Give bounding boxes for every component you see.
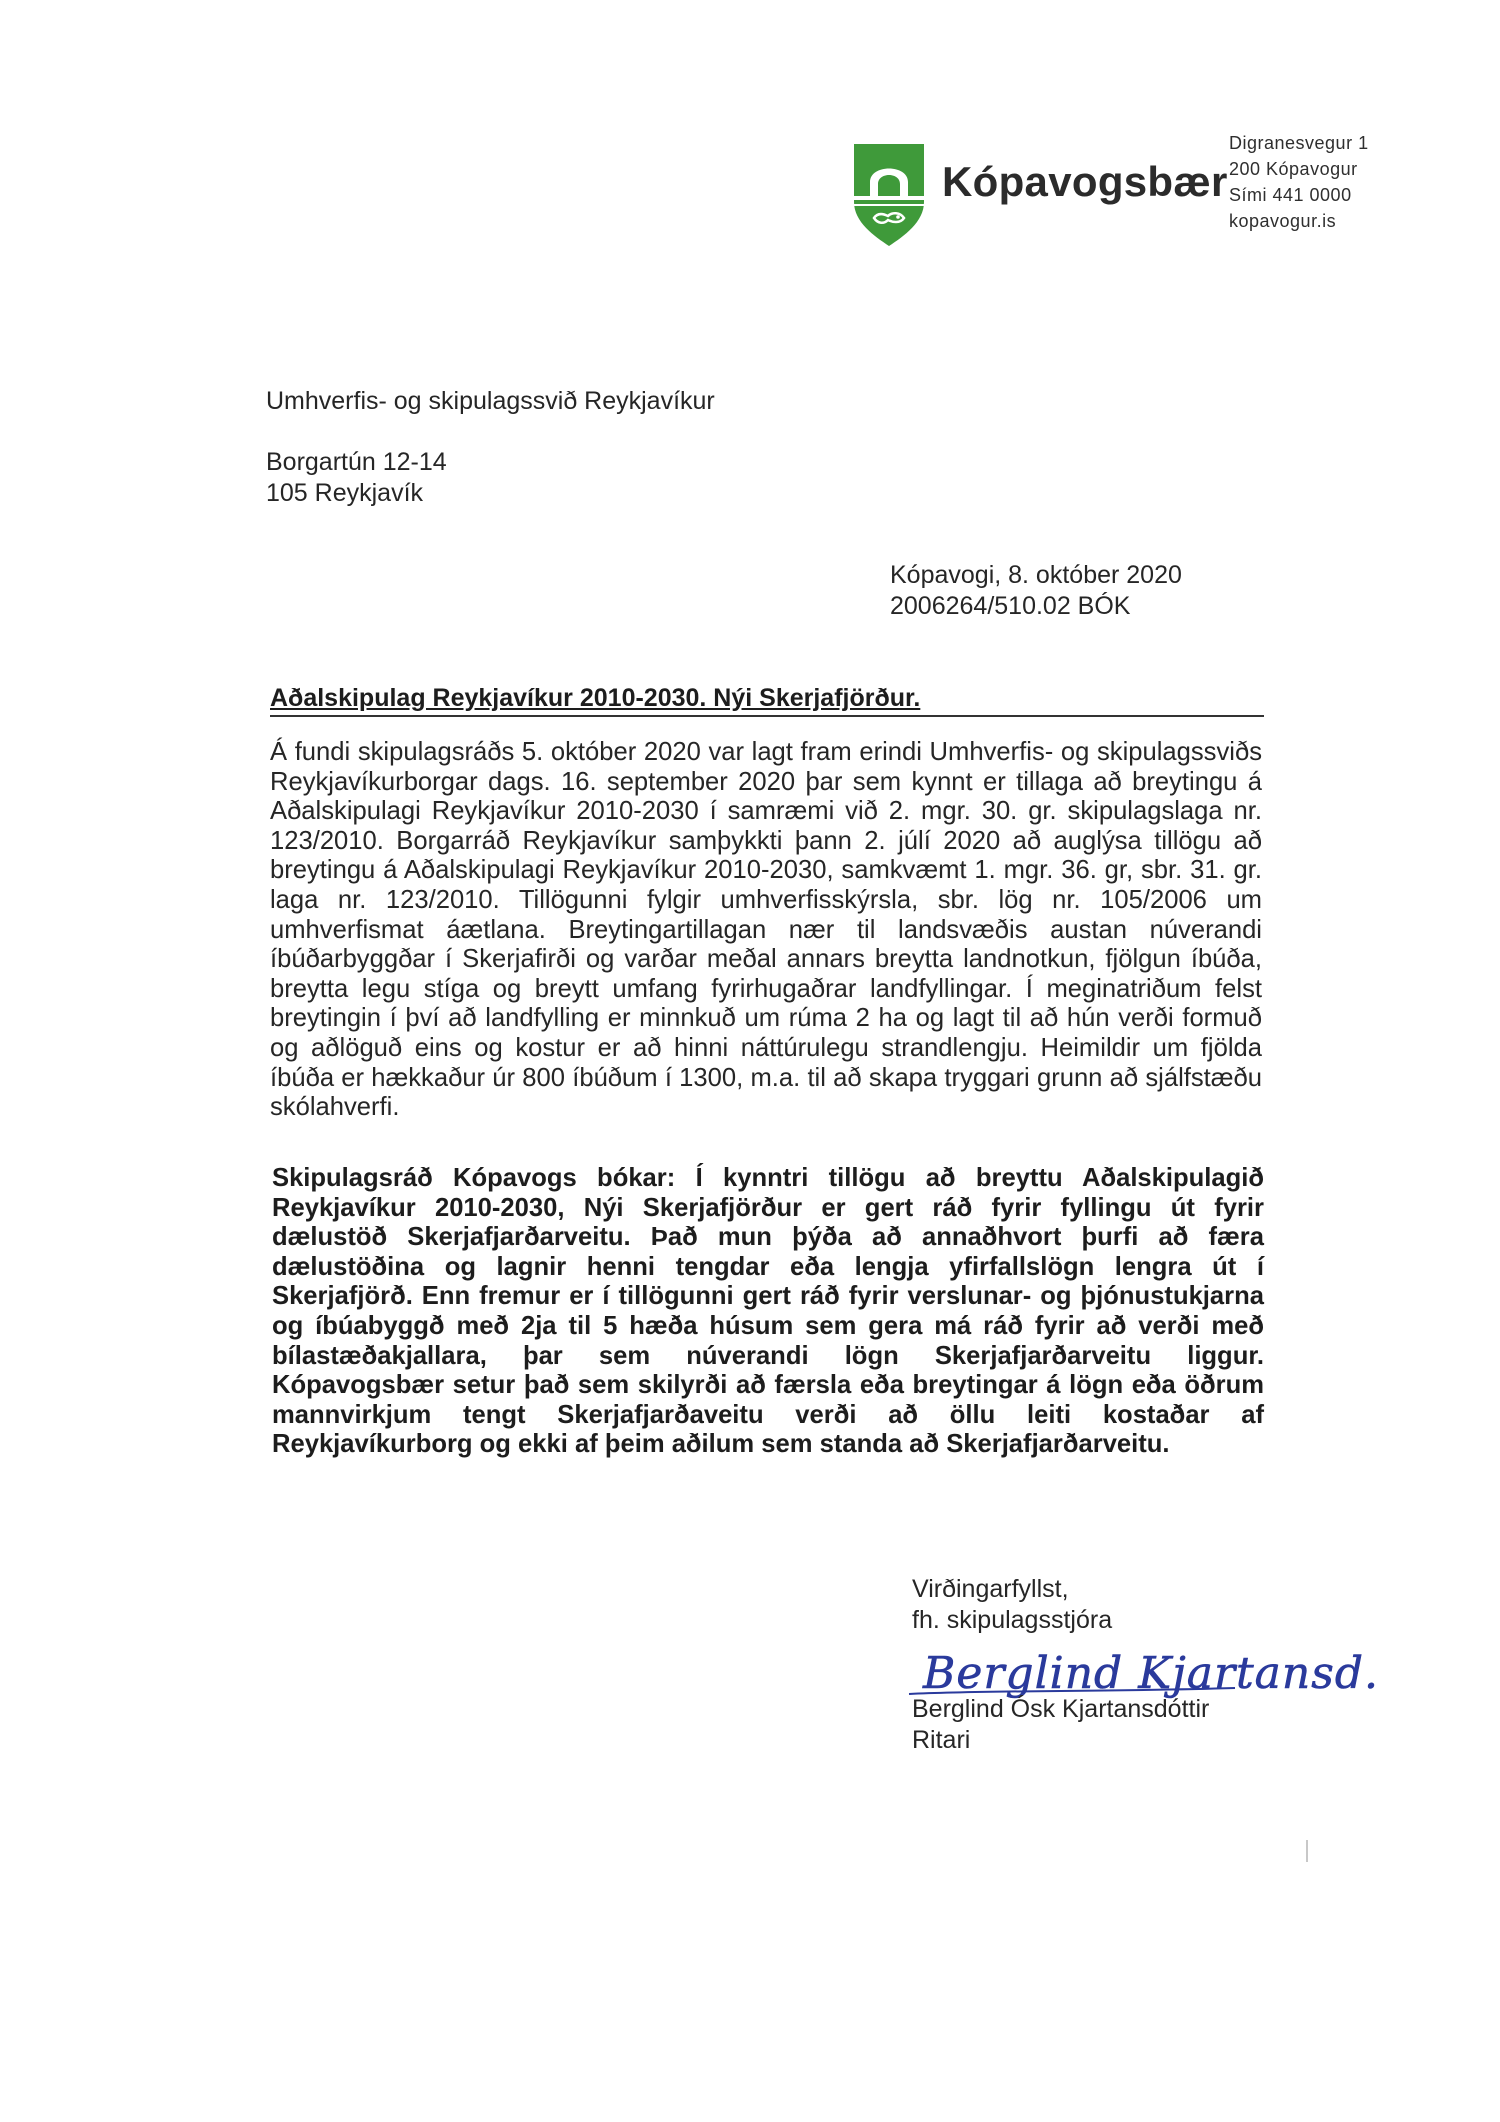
dateline [890,560,1182,622]
kopavogur-coat-of-arms-icon [852,142,926,248]
signer-name: Berglind Ósk Kjartansdóttir [912,1695,1210,1723]
address-website: kopavogur.is [1229,211,1337,231]
address-postal: 200 Kópavogur [1229,159,1358,179]
scan-artifact [1306,1840,1308,1862]
subject-text: Aðalskipulag Reykjavíkur 2010-2030. Nýi Skerjafjörður. [270,684,921,712]
closing-greeting: Virðingarfyllst, [912,1575,1069,1603]
body-paragraph: Á fundi skipulagsráðs 5. október 2020 var lagt fram erindi Umhverfis- og skipulagssviðs Reykjavíkurborgar dags. 16. september 2020 þar sem kynnt er tillaga að breytingu á Aðalskipulagi Reykjavíkur 2010-2030 í samræmi við 2. mgr. 30. gr. skipulagslaga nr. 123/2010. Borgarráð Reykjavíkur samþykkti þann 2. júlí 2020 að auglýsa tillögu að breytingu á Aðalskipulagi Reykjavíkur 2010-2030, samkvæmt 1. mgr. 36. gr, sbr. 31. gr. laga nr. 123/2010. Tillögunni fylgir umhverfisskýrsla, sbr. lög nr. 105/2006 um umhverfismat áætlana. Breytingartillagan nær til landsvæðis austan núverandi íbúðarbyggðar í Skerjafirði og varðar meðal annars breytta landnotkun, fjölgun íbúða, breytta legu stíga og breytt umfang fyrirhugaðrar landfyllingar. Í meginatriðum felst breytingin í því að landfylling er minnkuð um rúma 2 ha og lagt til að hún verði formuð og aðlöguð eins og kostur er að hinni náttúrulegu strandlengju. Heimildir um fjölda íbúða er hækkaður úr 800 íbúðum í 1300, m.a. til að skapa tryggari grunn að sjálfstæðu skólahverfi. [270,738,1262,1122]
signer-block [912,1694,1209,1756]
subject-line [270,684,1264,717]
recipient-city: 105 Reykjavík [266,479,424,507]
signature-text: Berglind Kjartansd. [923,1648,1379,1699]
organization-name: Kópavogsbær [942,158,1228,205]
place-date: Kópavogi, 8. október 2020 [890,561,1182,589]
recipient-block [266,386,715,509]
recipient-name: Umhverfis- og skipulagssvið Reykjavíkur [266,387,715,415]
address-street: Digranesvegur 1 [1229,133,1369,153]
closing-on-behalf: fh. skipulagsstjóra [912,1606,1113,1634]
committee-resolution: Skipulagsráð Kópavogs bókar: Í kynntri tillögu að breyttu Aðalskipulagið Reykjavíkur 2010-2030, Nýi Skerjafjörður er gert ráð fyrir fyllingu út fyrir dælustöð Skerjafjarðarveitu. Það mun þýða að annaðhvort þurfi að færa dælustöðina og lagnir henni tengdar eða lengja yfirfallslögn lengra út í Skerjafjörð. Enn fremur er í tillögunni gert ráð fyrir verslunar- og þjónustukjarna og íbúabyggð með 2ja til 5 hæða húsum sem gera má ráð fyrir að verði með bílastæðakjallara, þar sem núverandi lögn Skerjafjarðarveitu liggur. Kópavogsbær setur það sem skilyrði að færsla eða breytingar á lögn eða öðrum mannvirkjum tengt Skerjafjarðaveitu verði að öllu leiti kostaðar af Reykjavíkurborg og ekki af þeim aðilum sem standa að Skerjafjarðarveitu. [272,1164,1264,1459]
closing-block [912,1574,1112,1636]
organization-address [1229,130,1369,234]
recipient-street: Borgartún 12-14 [266,448,447,476]
signer-title: Ritari [912,1726,971,1754]
address-phone: Sími 441 0000 [1229,185,1352,205]
reference-number: 2006264/510.02 BÓK [890,592,1131,620]
